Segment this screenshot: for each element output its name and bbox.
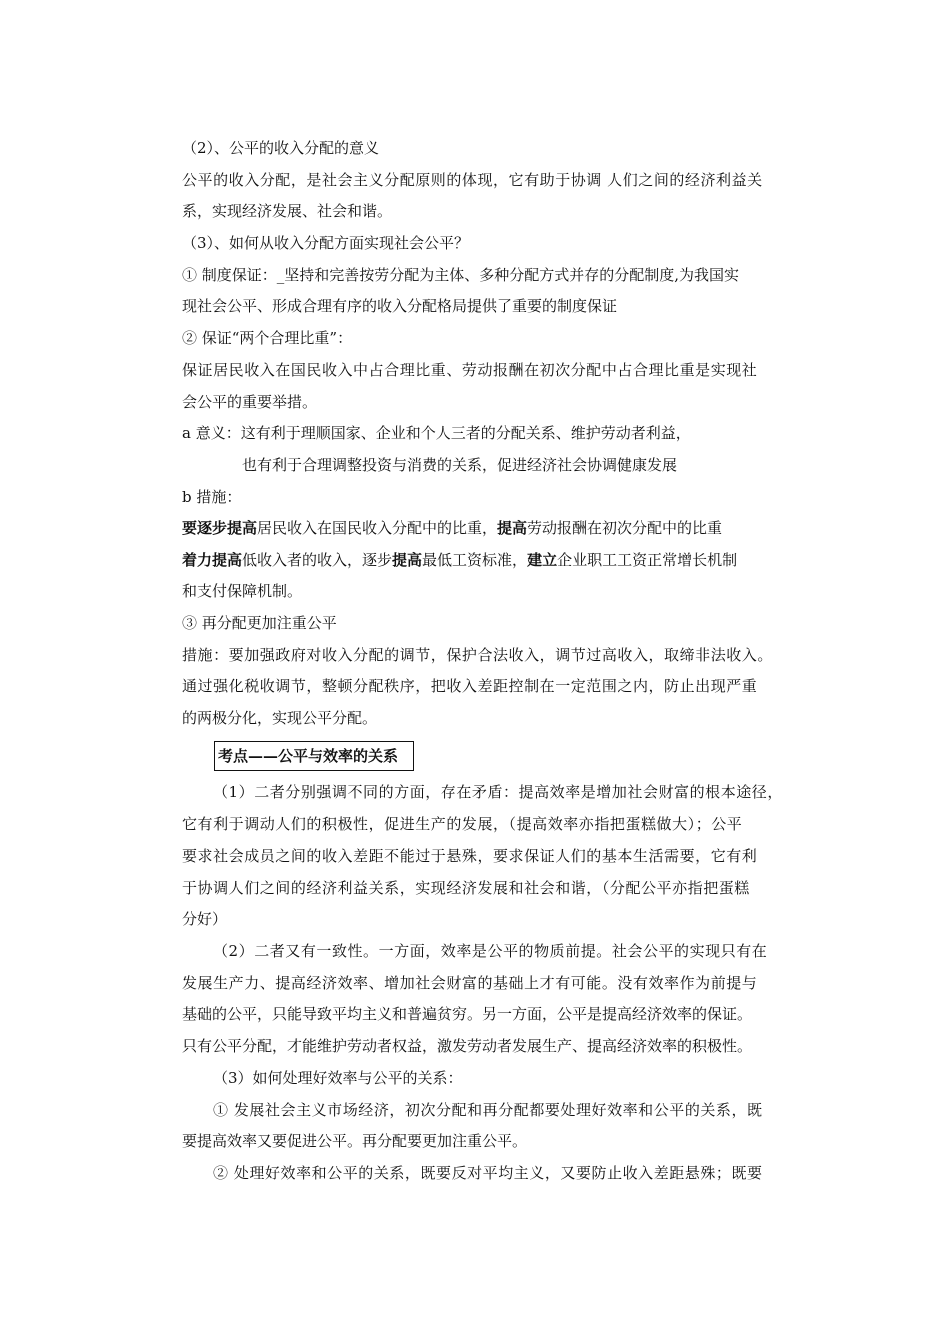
paragraph-line: （1）二者分别强调不同的方面，存在矛盾：提高效率是增加社会财富的根本途径， <box>213 783 783 801</box>
paragraph-line: 于协调人们之间的经济利益关系，实现经济发展和社会和谐，（分配公平亦指把蛋糕 <box>182 879 750 897</box>
meaning-line: a 意义：这有利于理顺国家、企业和个人三者的分配关系、维护劳动者利益， <box>182 424 691 442</box>
list-item-heading: ② 保证“两个合理比重”： <box>182 329 353 347</box>
measure-line-2-cont: 和支付保障机制。 <box>182 582 303 600</box>
paragraph-line: 通过强化税收调节，整顿分配秩序，把收入差距控制在一定范围之内，防止出现严重 <box>182 677 758 695</box>
paragraph-line: 要求社会成员之间的收入差距不能过于悬殊，要求保证人们的基本生活需要，它有利 <box>182 847 758 865</box>
bold-keyword: 着力提高 <box>182 551 243 569</box>
paragraph-line: 现社会公平、形成合理有序的收入分配格局提供了重要的制度保证 <box>182 297 618 315</box>
paragraph-line: 只有公平分配，才能维护劳动者权益，激发劳动者发展生产、提高经济效率的积极性。 <box>182 1037 753 1055</box>
paragraph-line: 分好） <box>182 910 228 928</box>
measures-label: b 措施： <box>182 488 242 506</box>
paragraph-line: 的两极分化，实现公平分配。 <box>182 709 378 727</box>
kaodian-title-box <box>214 741 414 771</box>
text-run: 企业职工工资正常增长机制 <box>557 551 738 569</box>
section-3-heading: （3）、如何从收入分配方面实现社会公平？ <box>182 234 470 252</box>
paragraph-line: 基础的公平，只能导致平均主义和普遍贫穷。另一方面，公平是提高经济效率的保证。 <box>182 1005 753 1023</box>
list-item-heading: ③ 再分配更加注重公平 <box>182 614 337 632</box>
text-run: 低收入者的收入，逐步 <box>242 551 393 569</box>
text-run: 居民收入在国民收入分配中的比重， <box>257 519 498 537</box>
meaning-line-indented: 也有利于合理调整投资与消费的关系，促进经济社会协调健康发展 <box>242 456 678 474</box>
paragraph-line: 会公平的重要举措。 <box>182 393 318 411</box>
paragraph-line: 保证居民收入在国民收入中占合理比重、劳动报酬在初次分配中占合理比重是实现社 <box>182 361 758 379</box>
paragraph-line: ① 制度保证：_坚持和完善按劳分配为主体、多种分配方式并存的分配制度,为我国实 <box>182 266 740 284</box>
measure-line-1 <box>182 518 722 538</box>
paragraph-line: （2）二者又有一致性。一方面，效率是公平的物质前提。社会公平的实现只有在 <box>213 942 768 960</box>
paragraph-line: 发展生产力、提高经济效率、增加社会财富的基础上才有可能。没有效率作为前提与 <box>182 974 758 992</box>
bold-keyword: 提高 <box>392 551 423 569</box>
paragraph-line: 措施：要加强政府对收入分配的调节，保护合法收入，调节过高收入，取缔非法收入。 <box>182 646 773 664</box>
kaodian-title: 考点——公平与效率的关系 <box>218 747 399 765</box>
paragraph-line: 它有利于调动人们的积极性，促进生产的发展，（提高效率亦指把蛋糕做大）；公平 <box>182 815 743 833</box>
section-heading: （3）如何处理好效率与公平的关系： <box>213 1069 463 1087</box>
paragraph-line: ② 处理好效率和公平的关系，既要反对平均主义，又要防止收入差距悬殊；既要 <box>213 1164 763 1182</box>
section-2-heading: （2）、公平的收入分配的意义 <box>182 139 380 157</box>
paragraph-line: 公平的收入分配，是社会主义分配原则的体现，它有助于协调 人们之间的经济利益关 <box>182 171 763 189</box>
paragraph-line: ① 发展社会主义市场经济，初次分配和再分配都要处理好效率和公平的关系，既 <box>213 1101 763 1119</box>
text-run: 最低工资标准， <box>422 551 528 569</box>
text-run: 劳动报酬在初次分配中的比重 <box>527 519 723 537</box>
paragraph-line: 系，实现经济发展、社会和谐。 <box>182 202 393 220</box>
bold-keyword: 建立 <box>527 551 558 569</box>
paragraph-line: 要提高效率又要促进公平。再分配要更加注重公平。 <box>182 1132 528 1150</box>
measure-line-2 <box>182 550 737 570</box>
bold-keyword: 提高 <box>497 519 528 537</box>
bold-keyword: 要逐步提高 <box>182 519 258 537</box>
